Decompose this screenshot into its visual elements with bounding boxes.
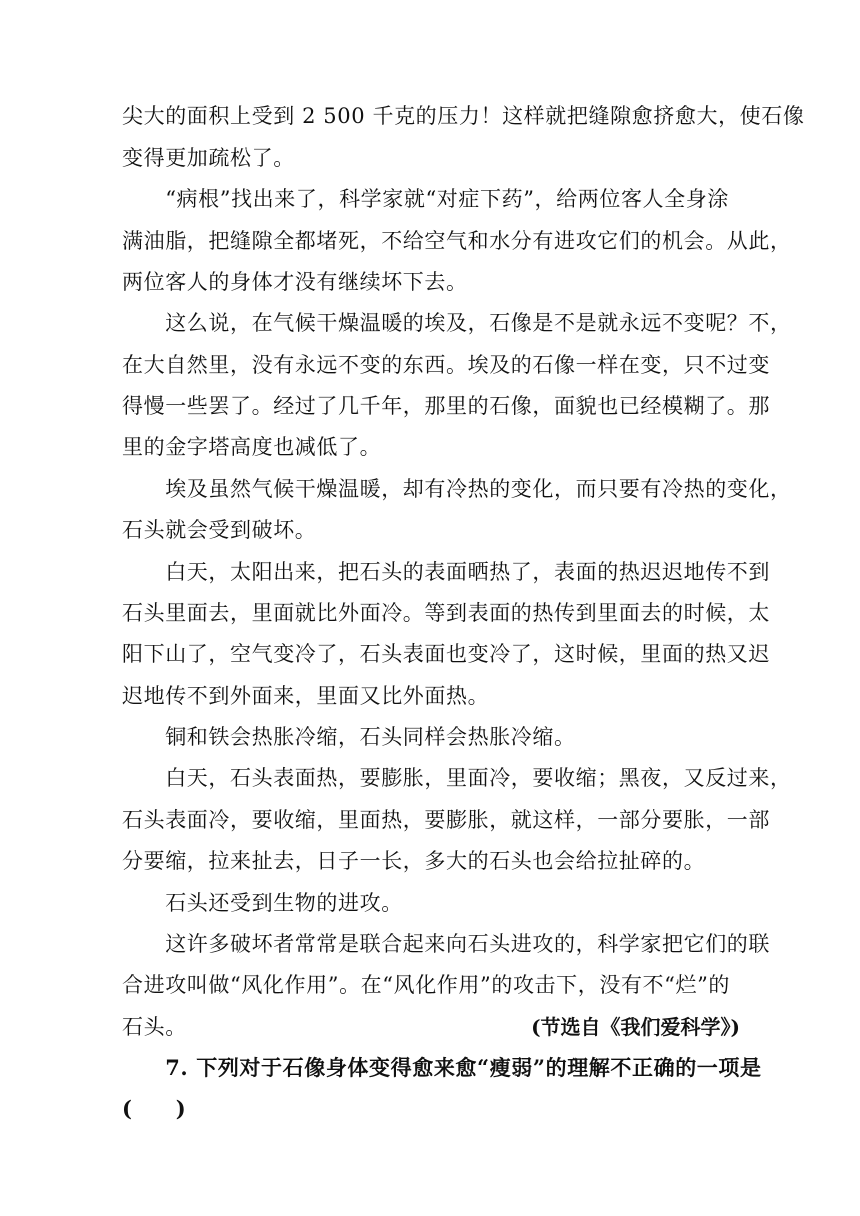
text-line-2: 变得更加疏松了。 (122, 146, 295, 170)
text-line-1: 尖大的面积上受到 2 500 千克的压力！这样就把缝隙愈挤愈大，使石像 (122, 104, 805, 128)
question-line-1: 7. 下列对于石像身体变得愈来愈“瘦弱”的理解不正确的一项是 (122, 1055, 762, 1080)
text-line-22: 合进攻叫做“风化作用”。在“风化作用”的攻击下，没有不“烂”的 (122, 973, 731, 997)
text-line-23: 石头。 (122, 1015, 187, 1039)
text-line-6: 这么说，在气候干燥温暖的埃及，石像是不是就永远不变呢？不， (122, 311, 792, 335)
text-line-15: 迟地传不到外面来，里面又比外面热。 (122, 684, 490, 708)
source-citation: (节选自《我们爱科学》) (531, 1015, 740, 1039)
question-answer-bracket: ( ) (122, 1096, 187, 1121)
text-line-19: 分要缩，拉来扯去，日子一长，多大的石头也会给拉扯碎的。 (122, 849, 706, 873)
text-line-13: 石头里面去，里面就比外面冷。等到表面的热传到里面去的时候，太 (122, 601, 770, 625)
text-line-11: 石头就会受到破坏。 (122, 518, 317, 542)
text-line-4: 满油脂，把缝隙全都堵死，不给空气和水分有进攻它们的机会。从此， (122, 229, 792, 253)
text-line-8: 得慢一些罢了。经过了几千年，那里的石像，面貌也已经模糊了。那 (122, 394, 770, 418)
text-line-5: 两位客人的身体才没有继续坏下去。 (122, 270, 468, 294)
text-line-3: “病根”找出来了，科学家就“对症下药”，给两位客人全身涂 (122, 187, 729, 211)
text-line-16: 铜和铁会热胀冷缩，石头同样会热胀冷缩。 (122, 725, 576, 749)
text-line-17: 白天，石头表面热，要膨胀，里面冷，要收缩；黑夜，又反过来， (122, 766, 792, 790)
text-line-9: 里的金字塔高度也减低了。 (122, 435, 382, 459)
text-line-10: 埃及虽然气候干燥温暖，却有冷热的变化，而只要有冷热的变化， (122, 477, 792, 501)
text-line-18: 石头表面冷，要收缩，里面热，要膨胀，就这样，一部分要胀，一部 (122, 808, 770, 832)
text-line-20: 石头还受到生物的进攻。 (122, 891, 403, 915)
text-line-7: 在大自然里，没有永远不变的东西。埃及的石像一样在变，只不过变 (122, 353, 770, 377)
text-line-21: 这许多破坏者常常是联合起来向石头进攻的，科学家把它们的联 (122, 932, 770, 956)
text-line-14: 阳下山了，空气变冷了，石头表面也变冷了，这时候，里面的热又迟 (122, 642, 770, 666)
text-line-12: 白天，太阳出来，把石头的表面晒热了，表面的热迟迟地传不到 (122, 560, 770, 584)
